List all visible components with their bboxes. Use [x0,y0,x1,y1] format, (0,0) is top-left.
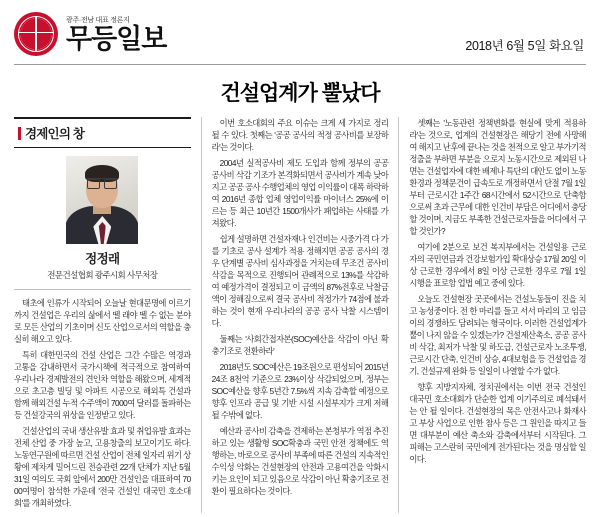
paragraph: 태초에 인류가 시작되어 오늘날 현대문명에 이르기까지 건설업은 우리의 삶에서 뗄 래야 뗄 수 없는 분야로 모든 산업의 기초이며 신도 산업으로서의 역할을 충실히 해오고 있다. [14,298,191,345]
column-author [14,117,191,513]
section-header [14,117,191,148]
paragraph: 특히 대한민국의 건설 산업은 그간 수많은 역경과 고통을 감내하면서 국가시책에 적극적으로 참여하여 우리나라 경제발전의 견인차 역할을 해왔으며, 세계적으로 초고층 빌딩 및 아파트 시공으로 해외특 건설과 함께 해외건설 누적 수주액이 7000여 달러를 돌파하는 등 건설강국의 위상을 인정받고 있다. [14,350,191,421]
masthead-title-block [66,15,166,53]
paragraph: 오늘도 건설현장 곳곳에서는 건설노동들이 진을 치고 농성중이다. 전 한 마리를 들고 서서 마리의 고 임금이의 경쟁하도 담려되는 형국이다. 이러한 건설업계가 뿔이 나지 않을 수 있겠는가? 건설제산촉소, 공공 공사비 삭감, 최저가 낙찰 및 하도급, 건설근로자 노조투쟁, 근로시간 단축, 인건비 상승, 4대보험을 등 건설업을 경기, 건설규제 완화 등 일일이 나열할 수가 없다. [409,294,587,377]
section-accent-bar [18,127,21,140]
glasses-icon [87,178,117,188]
masthead [14,8,586,65]
author-portrait [66,156,138,244]
paragraph: 건설산업의 국내 생산유발 효과 및 취업유발 효과는 전체 산업 중 가장 높고, 고용창출의 보고이기도 하다. 노동연구원에 따르면 건설 산업이 전체 일자리 위기 상황에 제차게 밀어드린 전승관련 22개 단체가 지난 5월 31일 여의도 국회 앞에서 200만 건설인을 대표하여 7000여명이 참석한 가운데 '전국 건설인 대국민 호소대회'를 개최하였다. [14,426,191,509]
section-label: 경제인의 창 [25,127,85,141]
paragraph: 둘째는 '사회간접자본(SOC)예산을 삭감이 아닌 확충기조로 전환하라' [211,334,389,357]
author-name: 정정래 [85,252,120,266]
paper-title: 무등일보 [66,24,167,54]
globe-logo-icon [14,12,58,56]
globe-logo-grid [18,16,54,52]
article-headline: 건설업계가 뿔났다 [220,82,380,105]
column-divider [14,289,191,290]
paragraph: 2004년 실적공사비 제도 도입과 함께 정부의 공공 공사비 삭감 기조가 본격화되면서 공사비가 계속 낮아지고 공공 공사 수행업체의 영업 이익률이 대폭 하락하여 2016년 종합 업체 영업이익률 마이너스 25%에 이르는 등 최근 10년간 1500개사가 패업하는 사태를 가져왔다. [211,158,389,229]
masthead-kicker: 광주·전남 대표 정론지 [66,17,130,24]
author-title: 전문건설협회 광주시회 사무처장 [47,270,158,280]
paragraph: 여기에 2분으로 보건 복지부에서는 건설일용 근로자의 국민연금과 건강보험가입 확대상승 17월 20일 이상 근로한 경우에서 8일 이상 근로한 경우로 7월 1일 시행을 표로함 업법 예고 중에 있다. [409,242,587,289]
issue-date: 2018년 6월 5일 화요일 [465,39,584,53]
column-body-2 [212,117,389,501]
column-rule [398,117,399,513]
column-rule [201,117,202,513]
paragraph: 쉽게 설명하면 건설자재나 인건비는 시중가격 다 가를 기초로 공사 설계가 적용 정해지면 공공 공사의 경우 단계별 공사비 심사과정을 거치는데 무조건 공사비 삭감을 목적으로 진행되어 관례적으로 13%를 삭감하여 예정가격이 결정되고 이 금액의 87%전후로 낙찰금액이 정해짐으로써 결국 공사비 적정가가 74점에 불과하는 것이 현재 우리나라의 공공 공사 낙찰 시스템이다. [211,234,389,329]
paragraph: 2018년도 SOC예산은 19조원으로 편성되어 2015년 24조 8천억 기준으로 23%이상 삭감되었으며, 정부는 SOC예산을 향후 5년간 7.5%씩 지속 감축할 예정으로 향후 인프라 공급 및 기반 시설 시설부지가 크게 저해될 수밖에 없다. [211,362,389,421]
paragraph: 이번 호소대회의 주요 이슈는 크게 세 가지로 정리될 수 있다. 첫째는 '공공 공사의 적정 공사비를 보장하라'는 것이다. [211,118,389,153]
paragraph: 향후 지방지자체, 정치권에서는 이번 전국 건설인 대국민 호소대회가 단순한 업계 이기주의로 폐석돼서는 안 될 일이다. 건설현장의 목은 안전사고나 화재사고 부상 사업으로 인한 참사 등은 그 원인을 따지고 들면 대부분이 예산 축소와 감축에서부터 시작된다. 그 피해는 고스란히 국민에게 전가된다는 것을 명심할 일이다. [409,382,587,465]
paragraph: 셋째는 '노동관련 정책변화를 현실에 맞게 적용하라'는 것으로, 업계의 건설현장은 해당기 전에 사망해여 해지고 난후에 끝나는 것을 천적으로 알고 부가기적 정출을 부하면 부분을 으로지 노동시간으로 제외된 나면는 건설업자에 대한 배제나 특단의 대안도 없이 노동 환경과 정책문건이 급속도로 개정하면서 단절 7월 1일부터 근로시간 1주간 68시간에서 52시간으로 단축함으로써 초과 근무에 대한 인건비 부담은 어디에서 충당할 것이며, 지금도 부족한 건설근로자들을 어디에서 구할 것인가? [409,118,587,237]
paragraph: 예산과 공사비 감축을 견제하는 본청부가 역점 추진하고 있는 생활형 SOC확충과 국민 안전 정책에도 역행하는, 바로으로 공사비 부족에 따른 건설의 지속적인 수익성 악화는 건설현장의 안전과 고용여건을 악화시키는 요인이 되고 있음으로 삭감이 아닌 확충기조로 전환이 필요하다는 것이다. [211,426,389,497]
column-body-3 [409,117,586,469]
article-columns [14,117,586,513]
